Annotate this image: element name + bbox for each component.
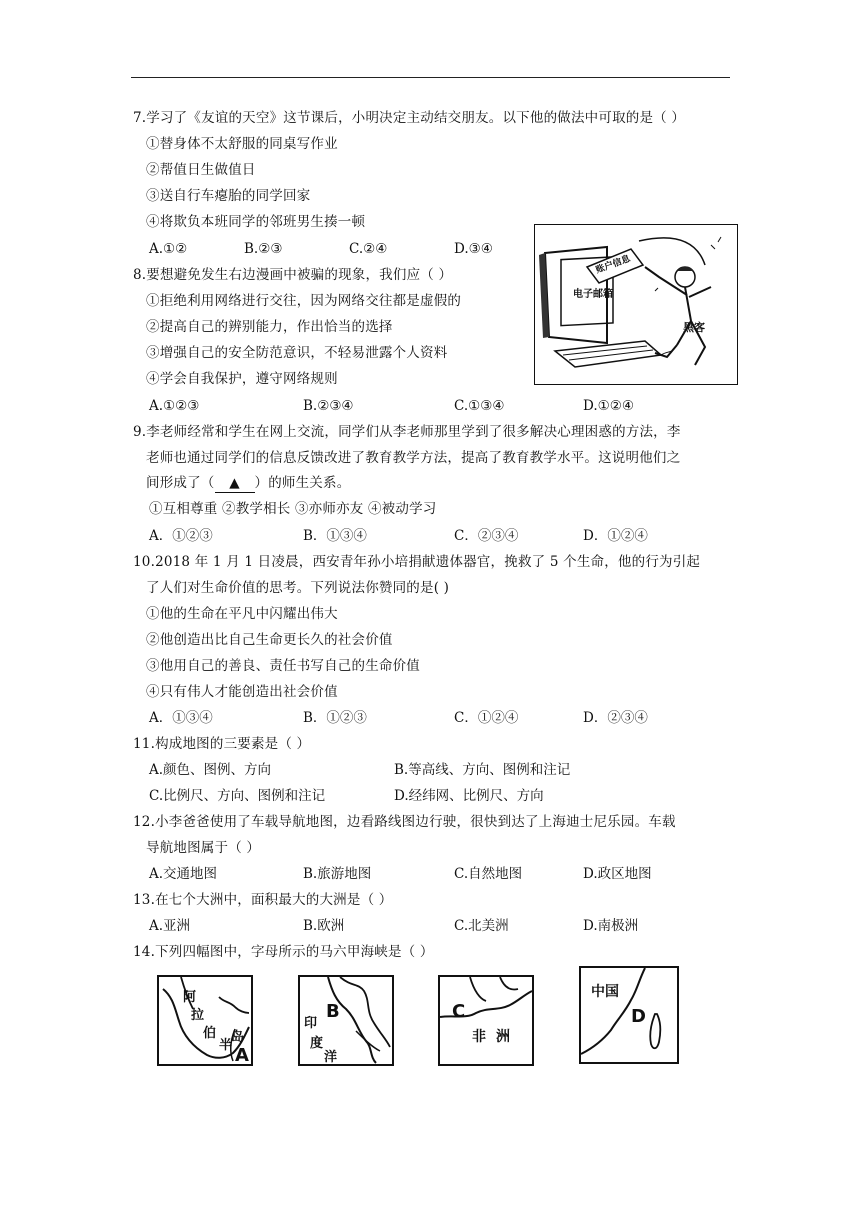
map-c-region-2: 洲 (496, 1029, 510, 1045)
map-c-drawing (440, 977, 532, 1064)
q8-option-d[interactable]: D.①②④ (583, 398, 634, 414)
q10-item-4: ④只有伟人才能创造出社会价值 (146, 684, 338, 700)
q10-stem-line1: 10.2018 年 1 月 1 日凌晨，西安青年孙小培捐献遗体器官，挽救了 5 个生命，他的行为引起 (133, 554, 701, 570)
map-a-drawing (159, 977, 251, 1064)
q13-option-d[interactable]: D.南极洲 (583, 918, 639, 934)
hacker-cartoon-drawing (535, 225, 736, 383)
q7-option-a[interactable]: A.①② (149, 241, 188, 257)
q10-option-c[interactable]: C．①②④ (454, 710, 519, 726)
q7-item-2: ②帮值日生做值日 (146, 162, 256, 178)
q13-stem: 13.在七个大洲中，面积最大的大洲是（ ） (133, 892, 393, 908)
q9-stem-line3 (146, 474, 350, 493)
q10-option-d[interactable]: D．②③④ (583, 710, 648, 726)
q13-option-a[interactable]: A.亚洲 (149, 918, 191, 934)
map-a-region-4: 半 (219, 1038, 233, 1053)
cartoon-paper-label: 账户信息 (594, 254, 632, 276)
map-c-letter: C (452, 1001, 466, 1022)
q9-answer-blank[interactable]: ▲ (215, 474, 255, 493)
q7-option-c[interactable]: C.②④ (349, 241, 388, 257)
q13-option-b[interactable]: B.欧洲 (303, 918, 345, 934)
map-b-region-3: 洋 (324, 1050, 338, 1064)
q12-option-a[interactable]: A.交通地图 (149, 866, 218, 882)
q9-stem-suffix: ）的师生关系。 (254, 475, 351, 491)
q9-option-b[interactable]: B．①③④ (303, 528, 367, 544)
q12-option-c[interactable]: C.自然地图 (454, 866, 523, 882)
q10-option-b[interactable]: B．①②③ (303, 710, 367, 726)
q10-item-1: ①他的生命在平凡中闪耀出伟大 (146, 606, 338, 622)
q11-stem: 11.构成地图的三要素是（ ） (133, 736, 311, 752)
q7-option-b[interactable]: B.②③ (244, 241, 283, 257)
q7-item-3: ③送自行车瘪胎的同学回家 (146, 188, 311, 204)
q8-item-1: ①拒绝利用网络进行交往，因为网络交往都是虚假的 (146, 293, 462, 309)
q8-item-4: ④学会自我保护，遵守网络规则 (146, 371, 338, 387)
q11-option-d[interactable]: D.经纬网、比例尺、方向 (394, 788, 544, 804)
q12-stem-line2: 导航地图属于（ ） (146, 840, 261, 856)
map-a-region-5: 岛 (231, 1030, 245, 1045)
cartoon-screen-label: 电子邮箱 (573, 289, 613, 300)
map-a-region-1: 阿 (183, 990, 197, 1005)
q12-stem-line1: 12.小李爸爸使用了车载导航地图，边看路线图边行驶，很快到达了上海迪士尼乐园。车载 (133, 814, 676, 830)
q8-option-b[interactable]: B.②③④ (303, 398, 354, 414)
q9-stem-prefix: 间形成了（ (146, 475, 215, 491)
map-d-drawing (581, 968, 677, 1062)
map-d[interactable] (579, 966, 679, 1064)
q12-option-d[interactable]: D.政区地图 (583, 866, 652, 882)
q9-items: ①互相尊重 ②教学相长 ③亦师亦友 ④被动学习 (149, 501, 437, 517)
q8-stem: 8.要想避免发生右边漫画中被骗的现象，我们应（ ） (133, 267, 453, 283)
map-b-drawing (300, 977, 392, 1064)
hacker-cartoon (534, 224, 738, 385)
q12-option-b[interactable]: B.旅游地图 (303, 866, 372, 882)
map-a-letter: A (235, 1045, 249, 1064)
q10-item-2: ②他创造出比自己生命更长久的社会价值 (146, 632, 393, 648)
q9-stem-line2: 老师也通过同学们的信息反馈改进了教育教学方法，提高了教育教学水平。这说明他们之 (146, 450, 681, 466)
map-d-region-1: 中国 (591, 984, 619, 1000)
q7-item-1: ①替身体不太舒服的同桌写作业 (146, 136, 338, 152)
q8-item-3: ③增强自己的安全防范意识，不轻易泄露个人资料 (146, 345, 448, 361)
map-c[interactable] (438, 975, 534, 1066)
map-b[interactable] (298, 975, 394, 1066)
q11-option-c[interactable]: C.比例尺、方向、图例和注记 (149, 788, 326, 804)
map-b-region-1: 印 (304, 1016, 318, 1031)
q9-option-c[interactable]: C．②③④ (454, 528, 519, 544)
q7-stem: 7.学习了《友谊的天空》这节课后，小明决定主动结交朋友。以下他的做法中可取的是（ ） (133, 110, 686, 126)
q10-option-a[interactable]: A．①③④ (149, 710, 213, 726)
q8-option-c[interactable]: C.①③④ (454, 398, 505, 414)
q10-stem-line2: 了人们对生命价值的思考。下列说法你赞同的是( ) (146, 580, 450, 596)
map-b-region-2: 度 (310, 1036, 324, 1051)
q9-stem-line1: 9.李老师经常和学生在网上交流，同学们从李老师那里学到了很多解决心理困惑的方法，李 (133, 424, 681, 440)
map-d-letter: D (631, 1006, 646, 1027)
q8-item-2: ②提高自己的辨别能力，作出恰当的选择 (146, 319, 393, 335)
map-a[interactable] (157, 975, 253, 1066)
q7-option-d[interactable]: D.③④ (454, 241, 493, 257)
q11-option-a[interactable]: A.颜色、图例、方向 (149, 762, 272, 778)
q13-option-c[interactable]: C.北美洲 (454, 918, 509, 934)
map-a-region-3: 伯 (203, 1026, 217, 1041)
q9-option-a[interactable]: A．①②③ (149, 528, 213, 544)
q7-item-4: ④将欺负本班同学的邻班男生揍一顿 (146, 214, 366, 230)
q8-option-a[interactable]: A.①②③ (149, 398, 200, 414)
q14-stem: 14.下列四幅图中，字母所示的马六甲海峡是（ ） (133, 944, 434, 960)
cartoon-hacker-label: 黑客 (683, 321, 705, 334)
map-c-region-1: 非 (472, 1029, 486, 1045)
q11-option-b[interactable]: B.等高线、方向、图例和注记 (394, 762, 571, 778)
q10-item-3: ③他用自己的善良、责任书写自己的生命价值 (146, 658, 420, 674)
map-a-region-2: 拉 (191, 1008, 205, 1023)
q9-option-d[interactable]: D．①②④ (583, 528, 648, 544)
header-rule (131, 77, 730, 78)
map-b-letter: B (326, 1001, 340, 1022)
